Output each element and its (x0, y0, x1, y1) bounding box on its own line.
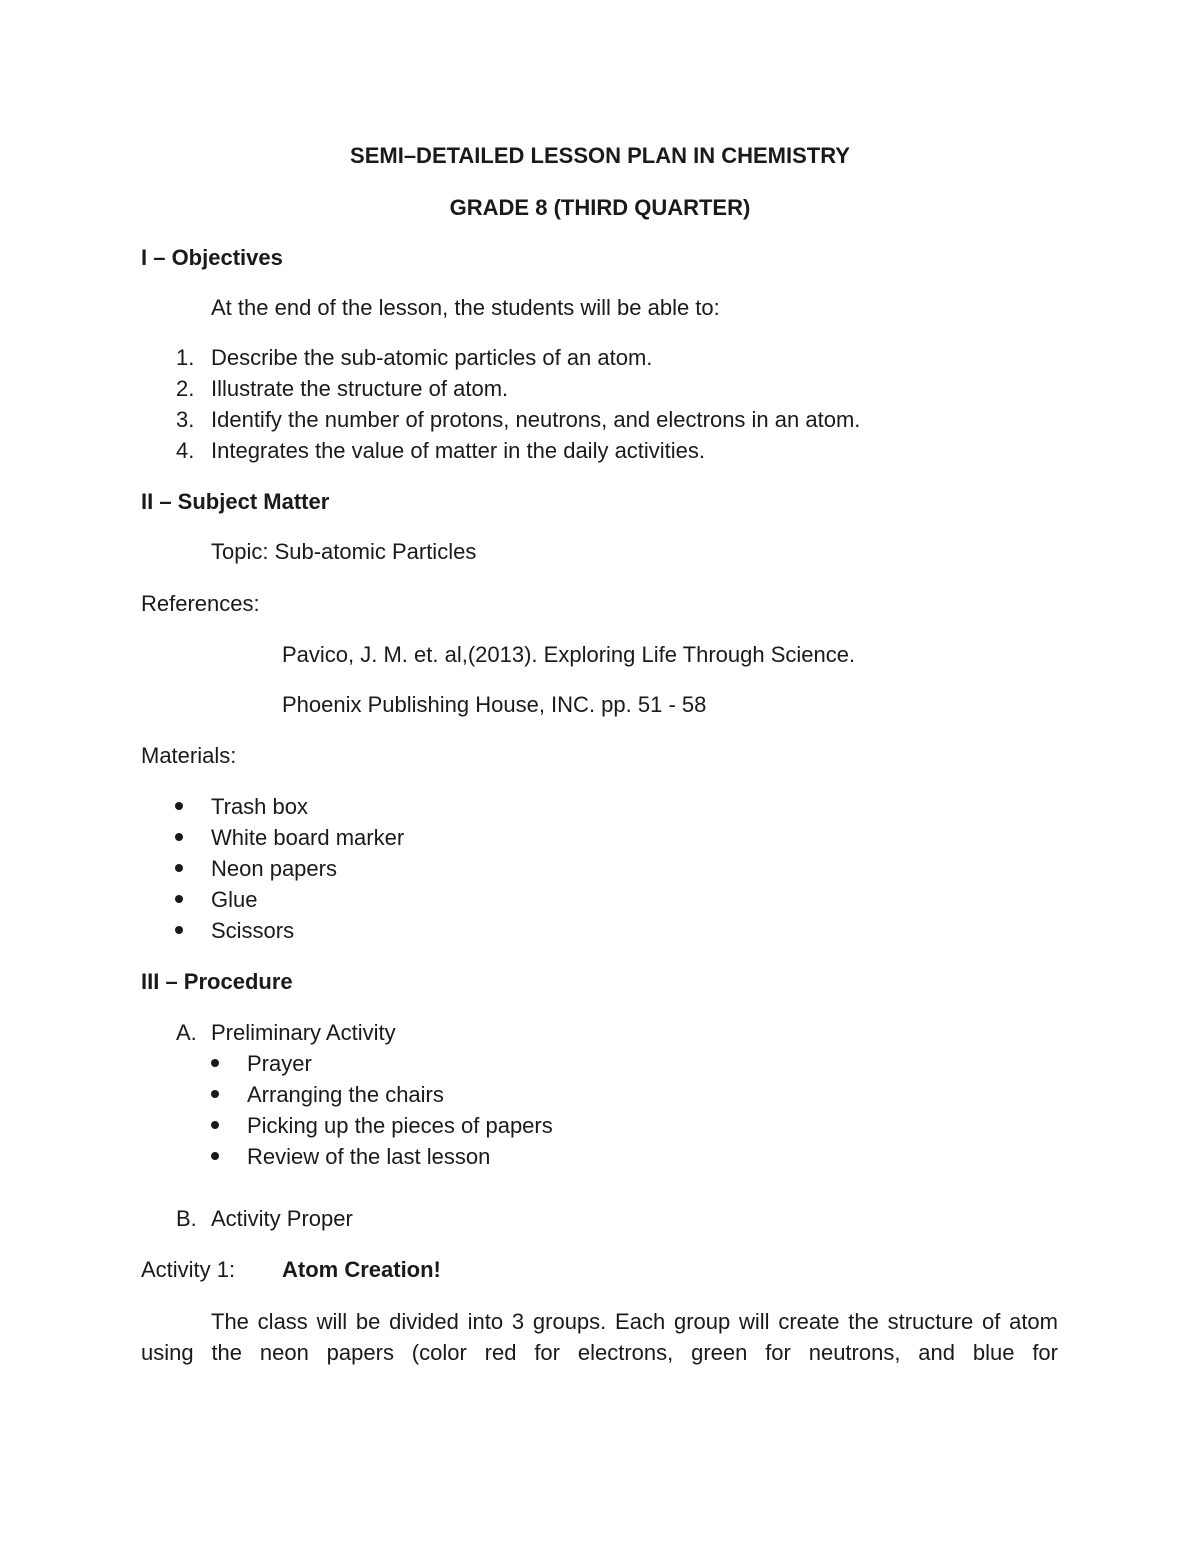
list-item-number: 3. (176, 407, 195, 432)
list-item: Illustrate the structure of atom. (211, 376, 509, 401)
list-item: Trash box (211, 794, 309, 819)
bullet-icon (175, 833, 183, 841)
activity-label: Activity 1: (141, 1257, 236, 1282)
bullet-icon (211, 1090, 219, 1098)
bullet-icon (211, 1059, 219, 1067)
bullet-icon (175, 926, 183, 934)
list-item: Prayer (247, 1051, 312, 1076)
subject-matter-heading: II – Subject Matter (141, 489, 330, 514)
topic-text: Topic: Sub-atomic Particles (211, 539, 477, 564)
list-item-number: 2. (176, 376, 195, 401)
list-item: Describe the sub-atomic particles of an atom. (211, 345, 653, 370)
list-item-number: 1. (176, 345, 195, 370)
list-item: Glue (211, 887, 258, 912)
bullet-icon (175, 895, 183, 903)
bullet-icon (175, 864, 183, 872)
materials-label: Materials: (141, 743, 237, 768)
list-item-number: 4. (176, 438, 195, 463)
list-item-letter: B. (176, 1206, 197, 1231)
list-item: Integrates the value of matter in the daily activities. (211, 438, 706, 463)
list-item: Identify the number of protons, neutrons, and electrons in an atom. (211, 407, 861, 432)
list-item-letter: A. (176, 1020, 197, 1045)
references-label: References: (141, 591, 260, 616)
document-title: SEMI–DETAILED LESSON PLAN IN CHEMISTRY (350, 143, 850, 168)
list-item: Picking up the pieces of papers (247, 1113, 553, 1138)
bullet-icon (211, 1152, 219, 1160)
objectives-intro: At the end of the lesson, the students will be able to: (211, 295, 720, 320)
reference-line: Phoenix Publishing House, INC. pp. 51 - 58 (282, 692, 707, 717)
objectives-heading: I – Objectives (141, 245, 283, 270)
list-item: Review of the last lesson (247, 1144, 491, 1169)
bullet-icon (211, 1121, 219, 1129)
reference-line: Pavico, J. M. et. al,(2013). Exploring Life Through Science. (282, 642, 856, 667)
document-subtitle: GRADE 8 (THIRD QUARTER) (449, 195, 751, 220)
preliminary-activity-title: Preliminary Activity (211, 1020, 396, 1045)
list-item: Scissors (211, 918, 295, 943)
list-item: White board marker (211, 825, 405, 850)
procedure-heading: III – Procedure (141, 969, 293, 994)
list-item: Neon papers (211, 856, 337, 881)
activity-title: Atom Creation! (282, 1257, 441, 1282)
activity-proper-title: Activity Proper (211, 1206, 353, 1231)
list-item: Arranging the chairs (247, 1082, 444, 1107)
activity-paragraph: The class will be divided into 3 groups. Each group will create the structure of atom using the neon papers (color red for electrons, green for neutrons, and blue for (141, 1309, 1058, 1365)
bullet-icon (175, 802, 183, 810)
